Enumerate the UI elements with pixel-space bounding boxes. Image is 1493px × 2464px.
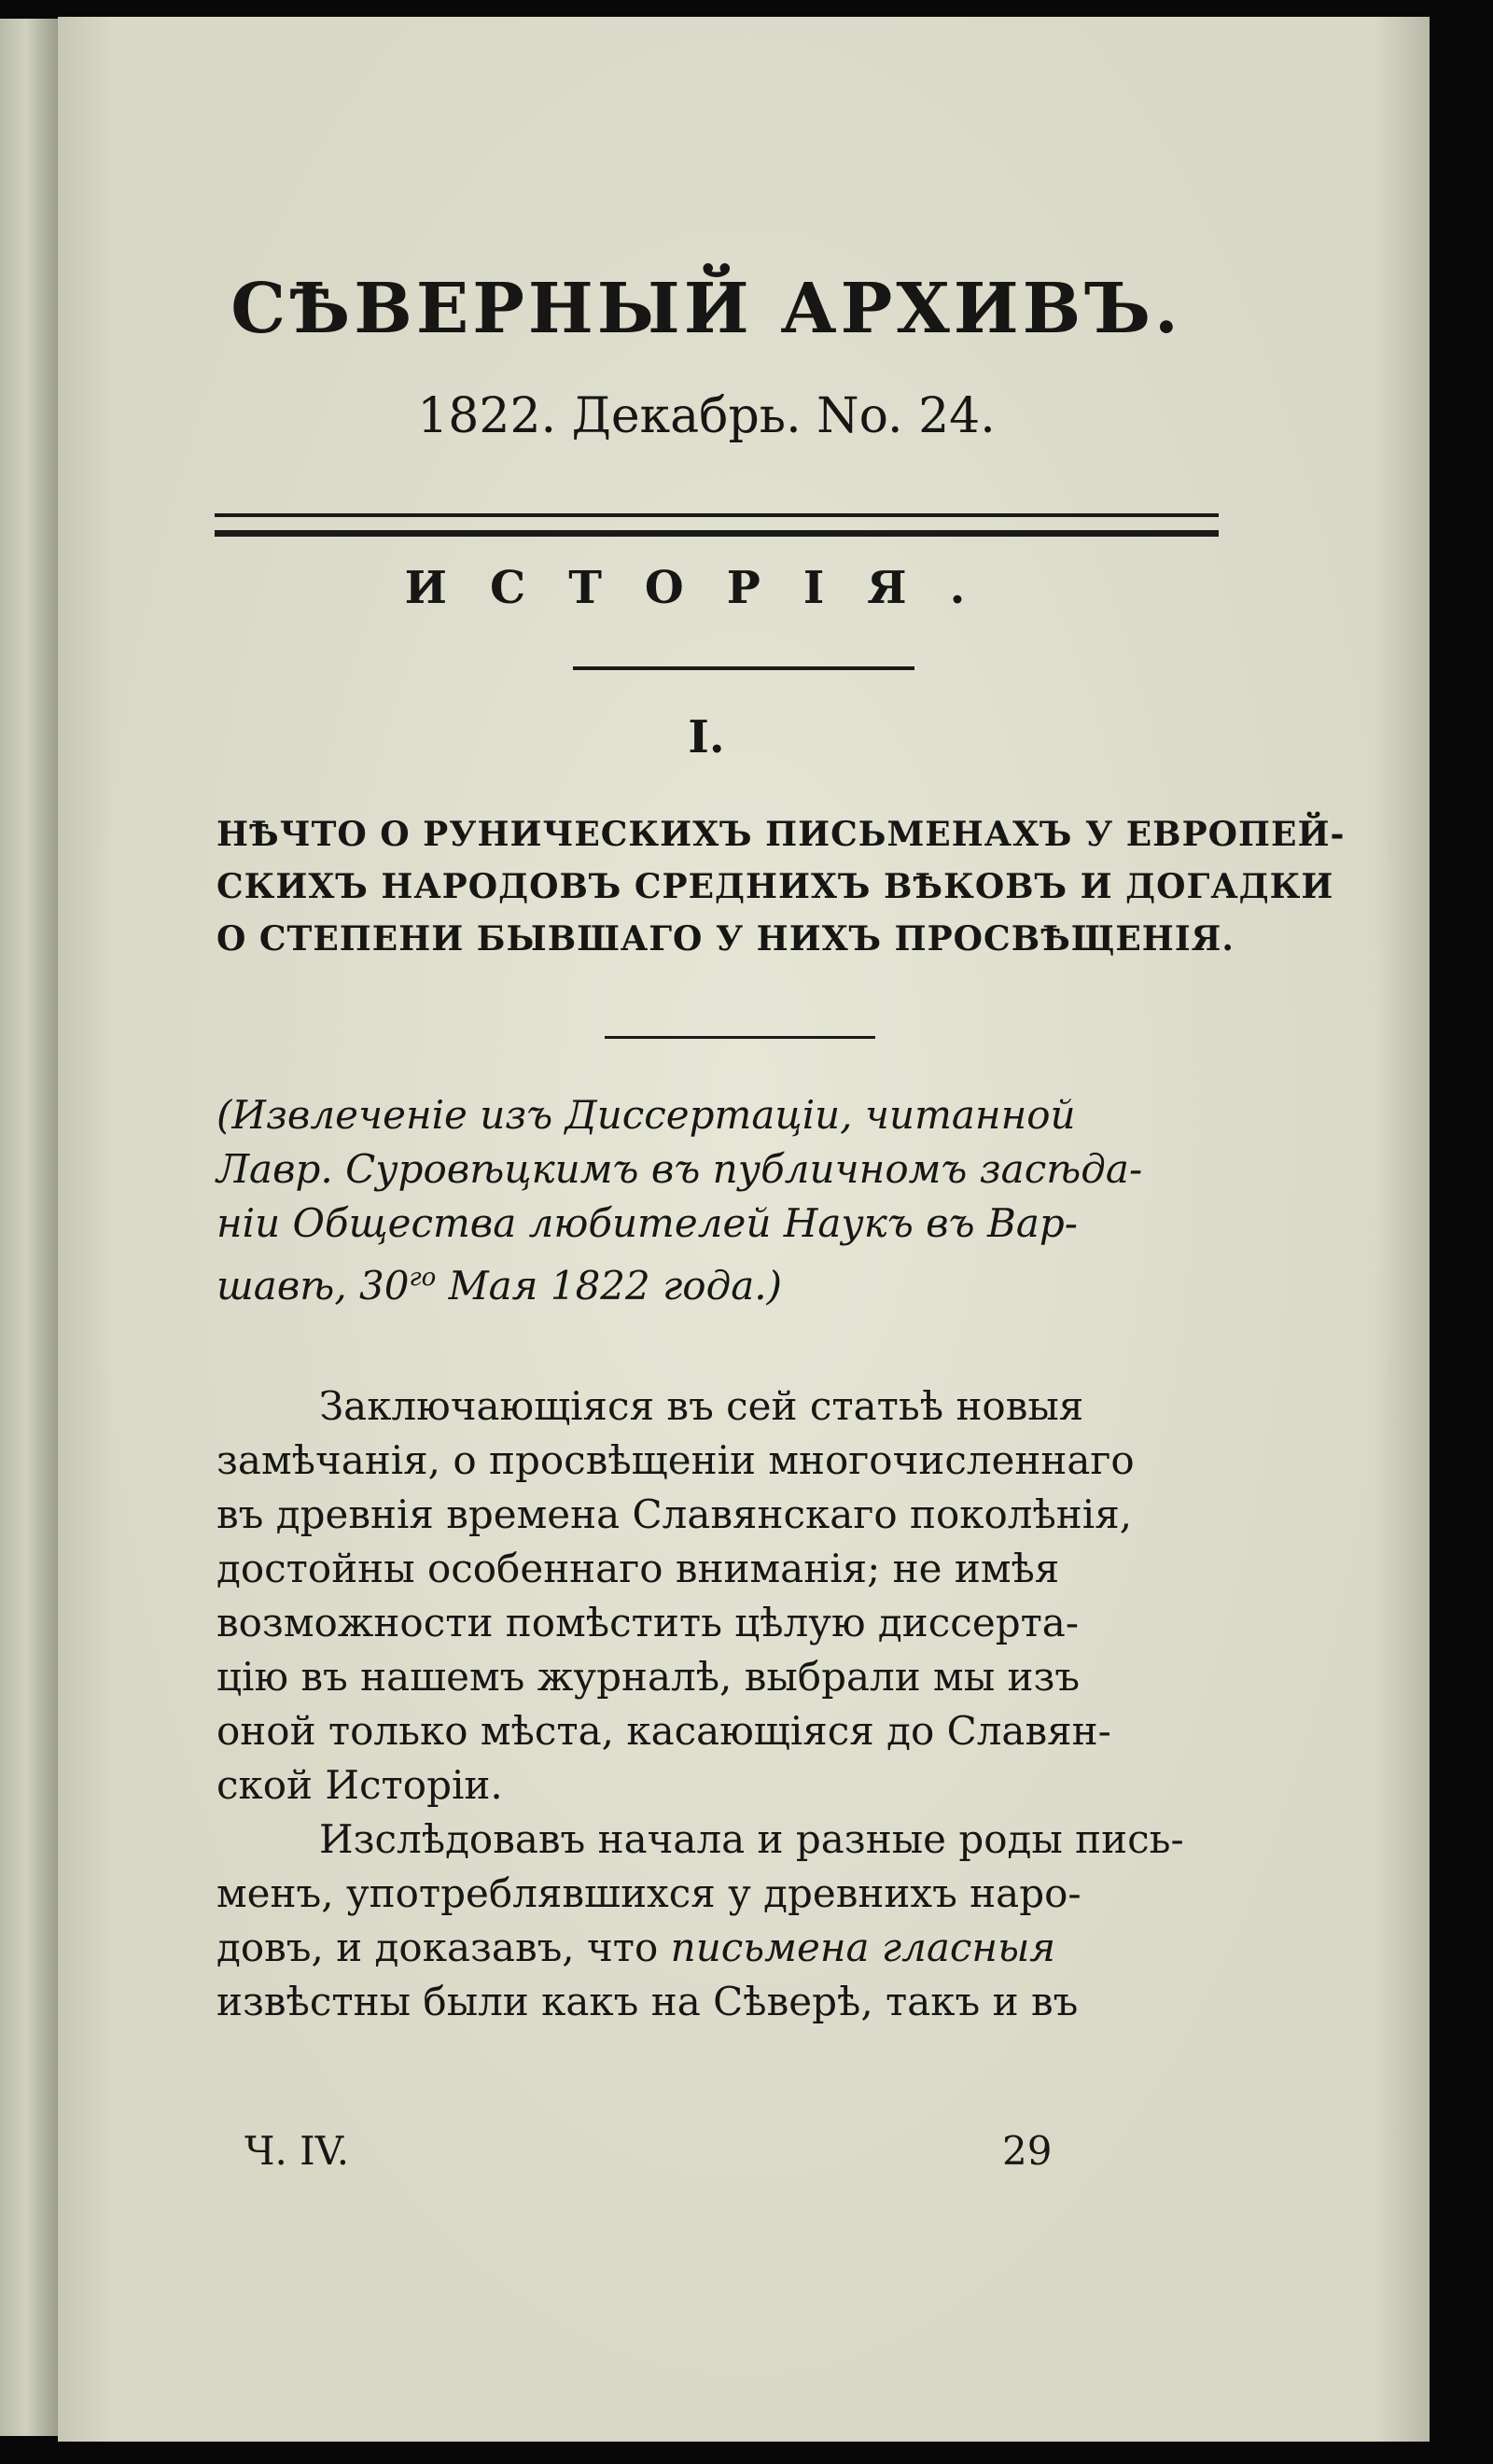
heading-line: О СТЕПЕНИ БЫВШАГО У НИХЪ ПРОСВѢЩЕНІЯ. <box>216 919 1235 959</box>
body-line: замѣчанія, о просвѣщеніи многочисленнаго <box>216 1437 1135 1483</box>
note-line: (Извлеченіе изъ Диссертаціи, читанной <box>216 1092 1076 1138</box>
body-line: извѣстны были какъ на Сѣверѣ, такъ и въ <box>216 1979 1079 2024</box>
body-line: достойны особеннаго вниманія; не имѣя <box>216 1546 1060 1591</box>
article-body <box>216 1379 1271 2029</box>
issue-line: 1822. Декабрь. No. 24. <box>417 388 996 444</box>
emphasis-text: письмена гласныя <box>670 1925 1056 1970</box>
body-line: менъ, употреблявшихся у древнихъ наро- <box>216 1870 1081 1916</box>
heading-line: НѢЧТО О РУНИЧЕСКИХЪ ПИСЬМЕНАХЪ У ЕВРОПЕЙ- <box>216 815 1346 854</box>
body-line <box>216 1921 1271 1975</box>
book-page <box>58 17 1430 2442</box>
body-line: возможности помѣстить цѣлую диссерта- <box>216 1600 1080 1645</box>
note-line: Лавр. Суровѣцкимъ въ публичномъ засѣда- <box>216 1146 1143 1192</box>
heading-rule-divider <box>605 1036 875 1039</box>
journal-title: СѢВЕРНЫЙ АРХИВЪ. <box>230 269 1182 349</box>
section-title: ИСТОРІЯ. <box>404 562 1009 614</box>
article-number: I. <box>688 711 725 763</box>
double-rule-divider <box>215 513 1219 537</box>
note-line: ніи Общества любителей Наукъ въ Вар- <box>216 1200 1078 1246</box>
note-line-start: шавѣ, 30 <box>216 1263 410 1309</box>
article-heading <box>216 808 1346 965</box>
body-line: въ древнія времена Славянскаго поколѣнія, <box>216 1491 1133 1537</box>
volume-marker: Ч. IV. <box>244 2128 350 2174</box>
binding-spine <box>0 19 58 2436</box>
body-line: цію въ нашемъ журналѣ, выбрали мы изъ <box>216 1654 1081 1700</box>
body-line-start: довъ, и доказавъ, что <box>216 1925 671 1970</box>
short-rule-divider <box>573 666 914 670</box>
body-line: Изслѣдовавъ начала и разные роды пись- <box>319 1816 1184 1862</box>
body-line: Заключающіяся въ сей статьѣ новыя <box>319 1383 1084 1429</box>
source-note <box>216 1088 1271 1313</box>
body-line: ской Исторіи. <box>216 1762 503 1808</box>
ordinal-superscript: го <box>409 1264 437 1292</box>
note-line-end: Мая 1822 года.) <box>448 1263 782 1309</box>
body-line: оной только мѣста, касающіяся до Славян- <box>216 1708 1111 1754</box>
signature-mark: 29 <box>1002 2128 1053 2174</box>
heading-line: СКИХЪ НАРОДОВЪ СРЕДНИХЪ ВѢКОВЪ И ДОГАДКИ <box>216 867 1334 906</box>
note-line <box>216 1251 1271 1313</box>
